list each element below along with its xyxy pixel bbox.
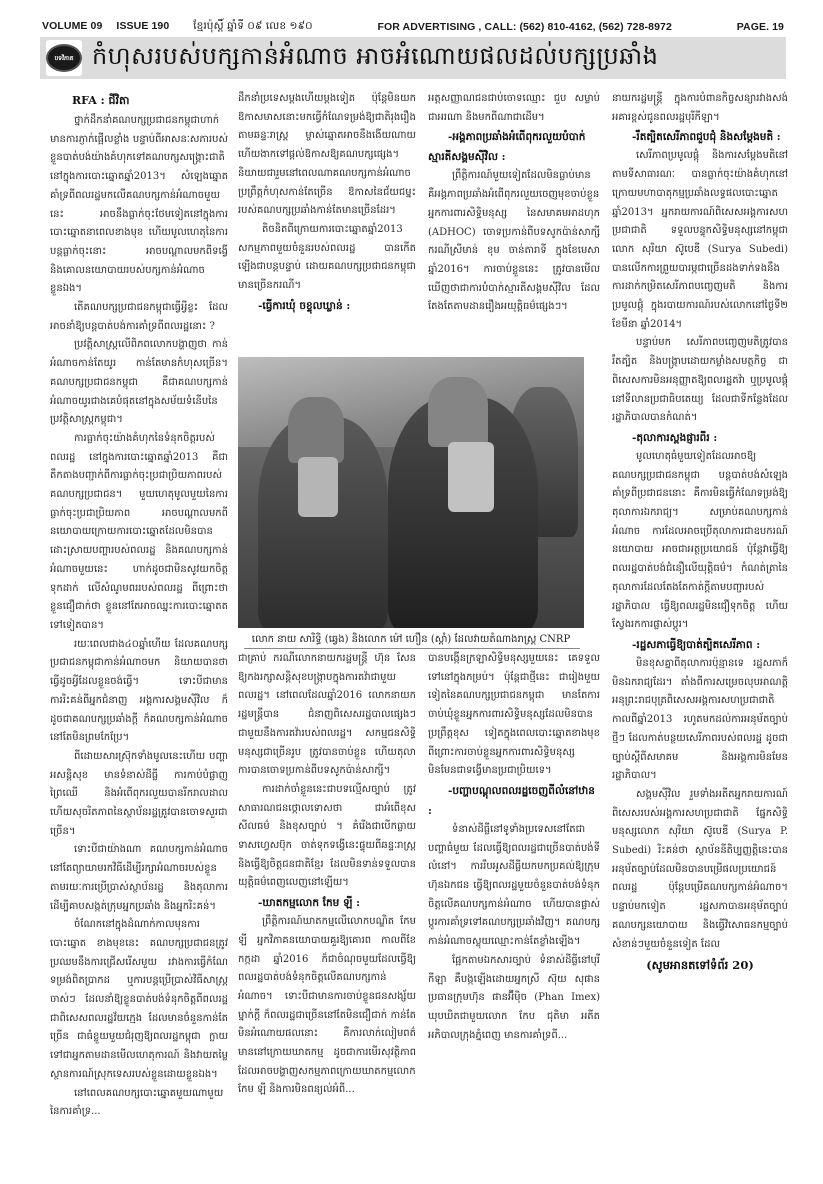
article-byline: RFA : ជីវិតា — [72, 94, 130, 107]
section-subheading: -ធ្វើការឃុំ ចខ្ទុលឃ្លាន់ : — [258, 299, 351, 312]
continued-on-page-note: (សូមអានតទៅទំព័រ 20) — [646, 958, 754, 973]
photo-towel-center — [448, 442, 494, 512]
article-column-4 — [612, 90, 788, 1130]
article-paragraph: ពីដោយសារស្រ៊ុកទាំងមូលនេះហើយ បញ្ហាអសន្តិសុខ មានទំនាស់ដីធ្លី ការកាប់បំផ្លាញព្រៃឈើ និងអំពើពុករលួយបានរីករាលដាល ហើយសុចរិតភាពនៃស្ថាប័នរដ្ឋត្រូវបានចោទសួរជាច្រើន។ — [50, 750, 228, 837]
article-paragraph: ថ្នាក់ដឹកនាំគណបក្សប្រជាជនកម្ពុជាហាក់មានការភ្ញាក់ផ្អើលខ្លាំង បន្ទាប់ពីអាសនៈសភារបស់ខ្លួនបាត់បង់យ៉ាងគំហុកទៅគណបក្សសង្គ្រោះជាតិ នៅក្នុងការបោះឆ្នោតឆ្នាំ2013។ សំឡេងឆ្នោតគាំទ្រពីពលរដ្ឋមកលើគណបក្សកាន់អំណាចមួយនេះ អាចនឹងធ្លាក់ចុះថែមទៀតនៅក្នុងការបោះឆ្នោតនាពេលខាងមុខ ហើយមូលហេតុនៃការបន្តធ្លាក់ចុះនោះ អាចបណ្តាលមកពីទង្វើ និងគោលនយោបាយរបស់បក្សកាន់អំណាចខ្លួនឯង។ — [50, 115, 228, 295]
article-paragraph: ជាគ្រាប់ ករណីលោកនាយករដ្ឋមន្ត្រី ហ៊ុន សែន ឱ្យកងរក្សាសន្តិសុខបង្ក្រាបក្នុងការតវ៉ាជាមួយពលរដ្ឋ។ នៅពេលដែលឆ្នាំ2016 លោកនាយករដ្ឋមន្ត្រីបាន ជំនាញពិសេសរដ្ឋបាលផ្សេងៗ ជាមួយនឹងការតវ៉ារបស់ពលរដ្ឋ។ សកម្មជនសិទ្ធិមនុស្សជាច្រើនរូប ត្រូវបានចាប់ខ្លួន ហើយតុលាការបានចោទប្រកាន់ពីបទសូកប៉ាន់សាក្សី។ — [238, 653, 416, 777]
article-headline: កំហុសរបស់បក្សកាន់អំណាច អាចអំណោយផលដល់បក្សប្រឆាំង — [92, 41, 659, 70]
article-paragraph: ចំណែកនៅក្នុងដំណាក់កាលមុនការបោះឆ្នោត ខាងមុខនេះ គណបក្សប្រជាជនត្រូវប្រឈមនឹងការជ្រើសរើសមួយ រវាងការធ្វើកំណែទម្រង់ពិតប្រាកដ ឬការបន្តប្រើប្រាស់វិធីសាស្ត្រចាស់ៗ ដែលនាំឱ្យខ្លួនបាត់បង់ទំនុកចិត្តពីពលរដ្ឋ ជាពិសេសពលរដ្ឋវ័យក្មេង ដែលមានចំនួនកាន់តែច្រើន ជាធំខ្លួយមួយជំរុញឱ្យពលរដ្ឋកម្ពុជា ក្លាយទៅជាអ្នកតាមដានមើលហេតុការណ៍ និងវាយតម្លៃស្ថានការណ៍ស្រុកទេសរបស់ខ្លួនដោយខ្លួនឯង។ — [50, 919, 228, 1080]
caption-divider — [244, 648, 580, 649]
issue-label: ISSUE 190 — [116, 19, 170, 32]
article-paragraph: ព្រឹត្តិការណ៍មួយទៀតដែលមិនធ្លាប់មាន គឺអង្គភាពប្រឆាំងអំពើពុករលួយចេញមុខចាប់ខ្លួនអ្នកការពារសិទ្ធិមនុស្ស នៃសមាគមអាដហុក (ADHOC) ចោទប្រកាន់ពីបទសូកប៉ាន់សាក្សីករណីស្រីមាន់ ខុម ចាន់តារាទី ក្នុងខែមេសា ឆ្នាំ2016។ ការចាប់ខ្លួននេះ ត្រូវបានមើលឃើញថាជាការបំបាក់ស្មារតីសង្គមស៊ីវិល ដែលតែងតែតាមដានរឿងអយុត្តិធម៌ផ្សេងៗ។ — [428, 170, 600, 313]
headline-bar — [40, 37, 786, 79]
article-paragraph: ការដាក់ចាំខ្លួននេះជាបទល្មើសច្បាប់ ត្រូវសាធារណជនថ្កោលទោសថា ជាអំពើខុសសីលធម៌ និងខុសច្បាប់ ។ គំរើងជាបើកធ្លាយ ទាសហ្វេសប៊ុក ចាត់ទុកទង្វើនេះផ្ទុយពីឆន្ទៈរាស្ត្រ និងធ្វើឱ្យចិត្តជនជាតិខ្មែរ ដែលមិនទាន់ទទួលបានយុត្តិធម៌ពេញលេញនៅឡើយ។ — [238, 783, 416, 889]
article-column-2-bottom — [238, 650, 416, 1170]
article-column-1 — [50, 90, 228, 1120]
article-paragraph: ដឹកនាំប្រទេសម្តងហើយម្តងទៀត ប៉ុន្តែមិនយកឱកាសមាសនោះមកធ្វើកំណែទម្រង់ឱ្យជាតិរុងរឿងតាមឆន្ទៈរាស្ត្រ ម្ចាស់ឆ្នោតអាចនឹងងើយណាយ ហើយងាកទៅផ្តល់ឱកាសឱ្យគណបក្សផ្សេង។ និយាយជារួមនៅពេលណាគណបក្សកាន់អំណាចប្រព្រឹត្តកំហុសកាន់តែច្រើន ឱកាសនៃជ័យជម្នះរបស់គណបក្សប្រឆាំងកាន់តែមានច្រើនដែរ។ — [238, 93, 416, 217]
article-paragraph: អត្តសញ្ញាណជនជាប់ចោទឈ្មោះ ជួប សម្លាប់ជាអរណា និងមកពីណាជាដើម។ — [428, 93, 600, 123]
article-paragraph: តើគណបក្សប្រជាជនកម្ពុជាធ្វើអ្វីខ្លះ ដែលអាចនាំឱ្យបន្តបាត់បង់ការគាំទ្រពីពលរដ្ឋនោះ ? — [50, 302, 228, 332]
article-photo — [238, 357, 584, 628]
section-subheading: -អង្គភាពប្រឆាំងអំពើពុករលួយបំបាក់ស្មារតីសង្គមស៊ីវិល : — [428, 131, 586, 164]
article-paragraph: នាយករដ្ឋមន្ត្រី ក្នុងការបំពានកិច្ចសន្យារវាងសង់អគារខ្ពស់ជូនពលរដ្ឋបុរីកីឡា។ — [612, 93, 788, 123]
article-paragraph: ព្រឹត្តិការណ៍ឃាតកម្មលើលោកបណ្ឌិត កែម ឡី អ្នកវិភាគនយោបាយគួរឱ្យគោរព កាលពីខែកក្កដា ឆ្នាំ2016 ក៏ជាចំណុចមួយដែលធ្វើឱ្យពលរដ្ឋបាត់បង់ទំនុកចិត្តលើគណបក្សកាន់អំណាច។ ទោះបីជាមានការចាប់ខ្លួនជនសង្ស័យម្នាក់ក្តី ក៏ពលរដ្ឋជាច្រើននៅតែមិនជឿជាក់ កាន់តែមិនអំណោយផលនោះ គឺការលាក់លៀមពត៌មាននៅក្រោយឃាតកម្ម ដូចជាការមើរសុវត្ថិភាពដែលអាចបង្ហាញសកម្មភាពក្រោយឃាតកម្មលោក កែម ឡី និងការមិនពន្យល់អំពី... — [238, 916, 416, 1096]
article-paragraph: សង្គមស៊ីវិល រួមទាំងអតីតអ្នករាយការណ៍ពិសេសរបស់អង្គការសហប្រជាជាតិ ផ្នែកសិទ្ធិមនុស្សលោក សុរិយា ស៊ូបេឌី (Surya P. Subedi) រិះគន់ថា ស្ថាប័ននីតិប្បញ្ញត្តិនេះបានអនុម័តច្បាប់ដែលមិនបានបម្រើផលប្រយោជន៍ពលរដ្ឋ ប៉ុន្តែបម្រើគណបក្សកាន់អំណាច។ បន្ទាប់មកទៀត រដ្ឋសភាបានអនុម័តច្បាប់គណបក្សនយោបាយ និងធ្វើវិសោធនកម្មច្បាប់សំខាន់ៗមួយចំនួនទៀត ដែល — [612, 788, 788, 950]
article-paragraph: តិចនិតពីក្រោយការបោះឆ្នោតឆ្នាំ2013 សកម្មភាពមួយចំនួនរបស់ពលរដ្ឋ បានកើតឡើងជាបន្តបន្ទាប់ ដោយគណបក្សប្រជាជនកម្ពុជា មានច្រើនករណី។ — [238, 223, 416, 292]
section-logo-label: បទវិភាគ — [54, 54, 74, 62]
starburst-icon — [48, 46, 80, 70]
section-logo — [46, 40, 82, 76]
photo-person-left-head — [288, 397, 344, 463]
article-paragraph: មូលហេតុធំមួយទៀតដែលអាចឱ្យគណបក្សប្រជាជនកម្ពុជា បន្តបាត់បង់សំឡេងគាំទ្រពីប្រជាជននោះ គឺការមិនធ្វើកំណែទម្រង់ឱ្យតុលាការឯករាជ្យ។ សម្រាប់គណបក្សកាន់អំណាច ការដែលអាចប្រើតុលាការជាឧបករណ៍នយោបាយ អាចជាអត្ថប្រយោជន៍ ប៉ុន្តែវាធ្វើឱ្យពលរដ្ឋបាត់បង់ជំនឿលើយុត្តិធម៌។ កំណត់ត្រានៃតុលាការដែលតែងតែកាត់ក្តីតាមបញ្ជារបស់រដ្ឋាភិបាល ធ្វើឱ្យពលរដ្ឋមិនជឿទុកចិត្ត ហើយស្វែងរកការផ្លាស់ប្តូរ។ — [612, 450, 788, 631]
photo-person-center-head — [428, 377, 488, 447]
article-paragraph: បានបង្កើនក្រឡាសិទ្ធិមនុស្សមួយនេះ គេទទួលទៅនៅក្នុងកម្រប់។ ប៉ុន្តែជាថ្មីនេះ ជារៀងមួយទៀតនៃគណបក្សប្រជាជនកម្ពុជា មានតែការចាប់ឃុំខ្លួនអ្នកការពារសិទ្ធិមនុស្សដែលមិនបានប្រព្រឹត្តខុស ទៀតក្នុងពេលបោះឆ្នោតខាងមុខ ពីព្រោះការចាប់ខ្លួនអ្នកការពារសិទ្ធិមនុស្ស មិនមែនជាទង្វើមានប្រជាប្រិយទេ។ — [428, 653, 600, 777]
photo-caption: លោក នាយ សារិទ្ធិ (ឆ្វេង) និងលោក ម៉ៅ ហឿន (ស្តាំ) ដែលវាយតំណាងរាស្ត្រ CNRP — [251, 634, 571, 645]
article-paragraph: ប្រវត្តិសាស្ត្រលើពិភពលោកបង្ហាញថា កាន់អំណាចកាន់តែយូរ កាន់តែមានកំហុសច្រើន។ គណបក្សប្រជាជនកម្ពុជា គឺជាគណបក្សកាន់អំណាចយូរជាងគេបំផុតនៅក្នុងសម័យទំនើបនៃប្រវត្តិសាស្ត្រកម្ពុជា។ — [50, 339, 228, 426]
section-subheading: -តុលាការស្ពងផ្ញារពីរ : — [632, 431, 718, 444]
article-paragraph: នៅពេលគណបក្សបោះឆ្នោតមួយណាមួយនៃការគាំទ្រ... — [50, 1087, 224, 1118]
advertising-contact: FOR ADVERTISING , CALL: (562) 810-4162, (562) 728-8972 — [377, 21, 672, 33]
volume-label: VOLUME 09 — [42, 19, 103, 32]
section-subheading: -រដ្ឋសភាធ្វើឱ្យបាត់ត្បិតសេរីភាព : — [632, 638, 761, 651]
article-column-3-top — [428, 90, 600, 355]
section-subheading: -បញ្ហាបណ្តុលពលរដ្ឋចេញពីលំនៅឋាន : — [428, 784, 595, 817]
article-paragraph: ទោះបីជាយ៉ាងណា គណបក្សកាន់អំណាចនៅតែព្យាយាមរកវិធីដើម្បីរក្សាអំណាចរបស់ខ្លួន តាមរយៈការប្រើប្រាស់ស្ថាប័នរដ្ឋ និងតុលាការ ដើម្បីគាបសង្កត់ក្រុមអ្នកប្រឆាំង និងអ្នករិះគន់។ — [50, 844, 228, 912]
section-subheading: -ឃាតកម្មលោក កែម ឡី : — [258, 897, 361, 910]
article-column-2-top — [238, 90, 416, 355]
article-paragraph: ការធ្លាក់ចុះយ៉ាងគំហុកនៃទំនុកចិត្តរបស់ពលរដ្ឋ នៅក្នុងការបោះឆ្នោតឆ្នាំ2013 គឺជាតឹកតាងបញ្ជាក់ពីការធ្លាក់ចុះប្រជាប្រិយភាពរបស់គណបក្សប្រជាជន។ មួយហេតុមូលមួយនៃការធ្លាក់ចុះប្រជាប្រិយភាព អាចបណ្តាលមកពីនយោបាយក្រោយការបោះឆ្នោតដែលមិនបានដោះស្រាយបញ្ហារបស់ពលរដ្ឋ និងគណបក្សកាន់អំណាចមួយនេះ ហាក់ដូចជាមិនសូវយកចិត្តទុកដាក់ លើសំណូមពររបស់ពលរដ្ឋ ពីព្រោះថាខ្លួនជឿជាក់ថា ខ្លួននៅតែអាចឈ្នះការបោះឆ្នោតតទៅទៀតបាន។ — [50, 432, 228, 631]
article-paragraph: រយៈពេលជាង៤០ឆ្នាំហើយ ដែលគណបក្សប្រជាជនកម្ពុជាកាន់អំណាចមក និយាយបានថា ធ្វើដូចអ្វីដែលខ្លួនចង់ធ្វើ។ ទោះបីជាមានការរិះគន់ពីអ្នកជំនាញ អង្គការសង្គមស៊ីវិល ក៏ដូចជាគណបក្សប្រឆាំងក្តី ក៏គណបក្សកាន់អំណាចនៅតែមិនព្រមកែប្រែ។ — [50, 638, 228, 744]
article-paragraph: បន្ទាប់មក សេរីភាពបញ្ចេញមតិត្រូវបានរឹតត្បិត និងបង្ក្រាបដោយកម្លាំងសមត្ថកិច្ច ជាពិសេសការមិនអនុញ្ញាតឱ្យពលរដ្ឋតវ៉ា ឬប្រមូលផ្តុំនៅទីលានប្រជាធិបតេយ្យ ដែលជាទីកន្លែងដែលរដ្ឋាភិបាលបានកំណត់។ — [612, 337, 788, 424]
photo-towel-left — [298, 457, 338, 517]
khmer-date-label: ខ្មែរប៉ុស្តិ៍ ឆ្នាំទី ០៩ លេខ ១៩០ — [193, 19, 313, 32]
article-paragraph: មិនខុសគ្នាពីតុលាការប៉ុន្មានទេ រដ្ឋសភាក៏មិនឯករាជ្យដែរ។ តាំងពីការសម្រេចលុបអាណត្តិអនុព្រះរាជបុត្រពិសេសអង្គការសហប្រជាជាតិ កាលពីឆ្នាំ2013 រហូតមកដល់ការអនុម័តច្បាប់ថ្មីៗ ដែលកាត់បន្ថយសេរីភាពរបស់ពលរដ្ឋ ដូចជាច្បាប់ស្តីពីសមាគម និងអង្គការមិនមែនរដ្ឋាភិបាល។ — [612, 657, 788, 782]
article-paragraph: សេរីភាពប្រមូលផ្តុំ និងការសម្តែងមតិនៅតាមទីសាធារណៈ បានធ្លាក់ចុះយ៉ាងគំហុកនៅក្រោយមហាបាតុកម្មប្រឆាំងលទ្ធផលបោះឆ្នោតឆ្នាំ2013។ អ្នករាយការណ៍ពិសេសអង្គការសហប្រជាជាតិ ទទួលបន្ទុកសិទ្ធិមនុស្សនៅកម្ពុជា លោក សុរិយា ស៊ូបេឌី (Surya Subedi) បានលើកការព្រួយបារម្ភជាច្រើនដងទាក់ទងនឹងការដាក់កម្រិតសេរីភាពបញ្ចេញមតិ និងការប្រមូលផ្តុំ ក្នុងរបាយការណ៍របស់លោកនៅថ្ងៃទី២ ខែមីនា ឆ្នាំ2014។ — [612, 150, 788, 330]
section-subheading: -រឹតត្បិតសេរីភាពជួបជុំ និងសម្តែងមតិ : — [632, 131, 781, 144]
masthead — [42, 20, 784, 34]
article-paragraph: ផ្អែកតាមឯកសារច្បាប់ ទំនាស់ដីធ្លីនៅបុរីកីឡា គឺបង្កឡើងដោយអ្នកស្រី ស៊ុយ សុផាន ប្រធានក្រុមហ៊ុន ផានអ៊ីម៉ិច (Phan Imex) ឃុបឃិតជាមួយលោក កែប ជុតិមា អតីតអភិបាលក្រុងភ្នំពេញ មានការគាំទ្រពី... — [428, 954, 600, 1041]
article-column-3-bottom — [428, 650, 600, 1170]
article-paragraph: ទំនាស់ដីធ្លីនៅទូទាំងប្រទេសនៅតែជាបញ្ហាធំមួយ ដែលធ្វើឱ្យពលរដ្ឋជាច្រើនបាត់បង់ទីលំនៅ។ ការរឹបអូសដីធ្លីយកមកប្រគល់ឱ្យក្រុមហ៊ុនឯកជន ធ្វើឱ្យពលរដ្ឋមួយចំនួនបាត់បង់ទំនុកចិត្តលើគណបក្សកាន់អំណាច ហើយបានផ្លាស់ប្តូរការគាំទ្រទៅគណបក្សប្រឆាំងវិញ។ គណបក្សកាន់អំណាចស្លុយឈ្មោះកាន់តែខ្លាំងឡើង។ — [428, 823, 600, 948]
page-number: PAGE. 19 — [736, 21, 784, 33]
